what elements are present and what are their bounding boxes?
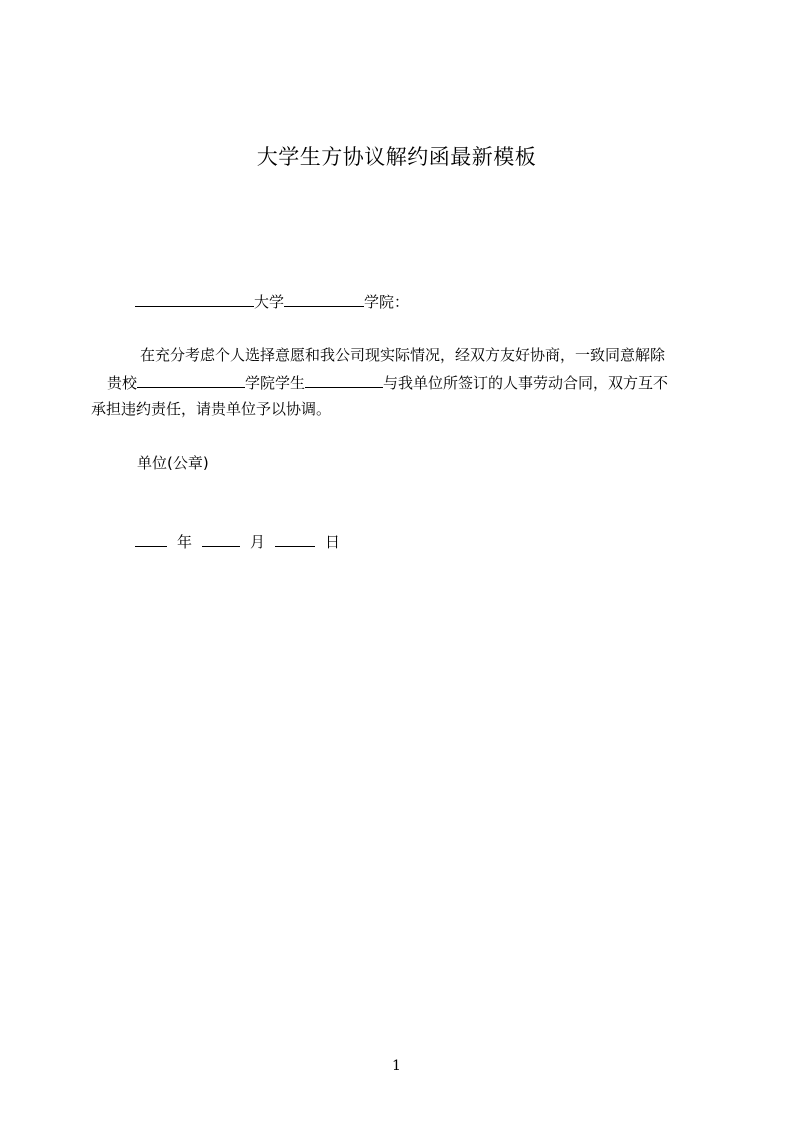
month-label: 月 — [250, 533, 266, 551]
body-line-2-middle: 学院学生 — [245, 374, 306, 392]
day-label: 日 — [325, 533, 341, 551]
body-line-2-suffix: 与我单位所签订的人事劳动合同，双方互不 — [383, 374, 669, 392]
college-name-blank — [137, 371, 245, 388]
body-line-3: 承担违约责任，请贵单位予以协调。 — [91, 400, 332, 418]
college-blank — [284, 290, 364, 307]
document-title: 大学生方协议解约函最新模板 — [256, 145, 537, 169]
year-label: 年 — [177, 533, 193, 551]
day-blank — [275, 530, 315, 547]
month-blank — [202, 530, 240, 547]
student-name-blank — [305, 371, 383, 388]
year-blank — [135, 530, 167, 547]
salutation-line — [135, 290, 409, 313]
body-line-1: 在充分考虑个人选择意愿和我公司现实际情况，经双方友好协商，一致同意解除 — [140, 346, 666, 364]
body-line-2 — [107, 371, 668, 394]
date-line — [135, 530, 340, 553]
body-line-2-prefix: 贵校 — [107, 374, 138, 392]
university-blank — [135, 290, 254, 307]
page-number: 1 — [392, 1058, 401, 1074]
university-label: 大学 — [254, 293, 285, 311]
college-label: 学院： — [364, 293, 410, 311]
signature-line: 单位(公章) — [137, 454, 209, 472]
